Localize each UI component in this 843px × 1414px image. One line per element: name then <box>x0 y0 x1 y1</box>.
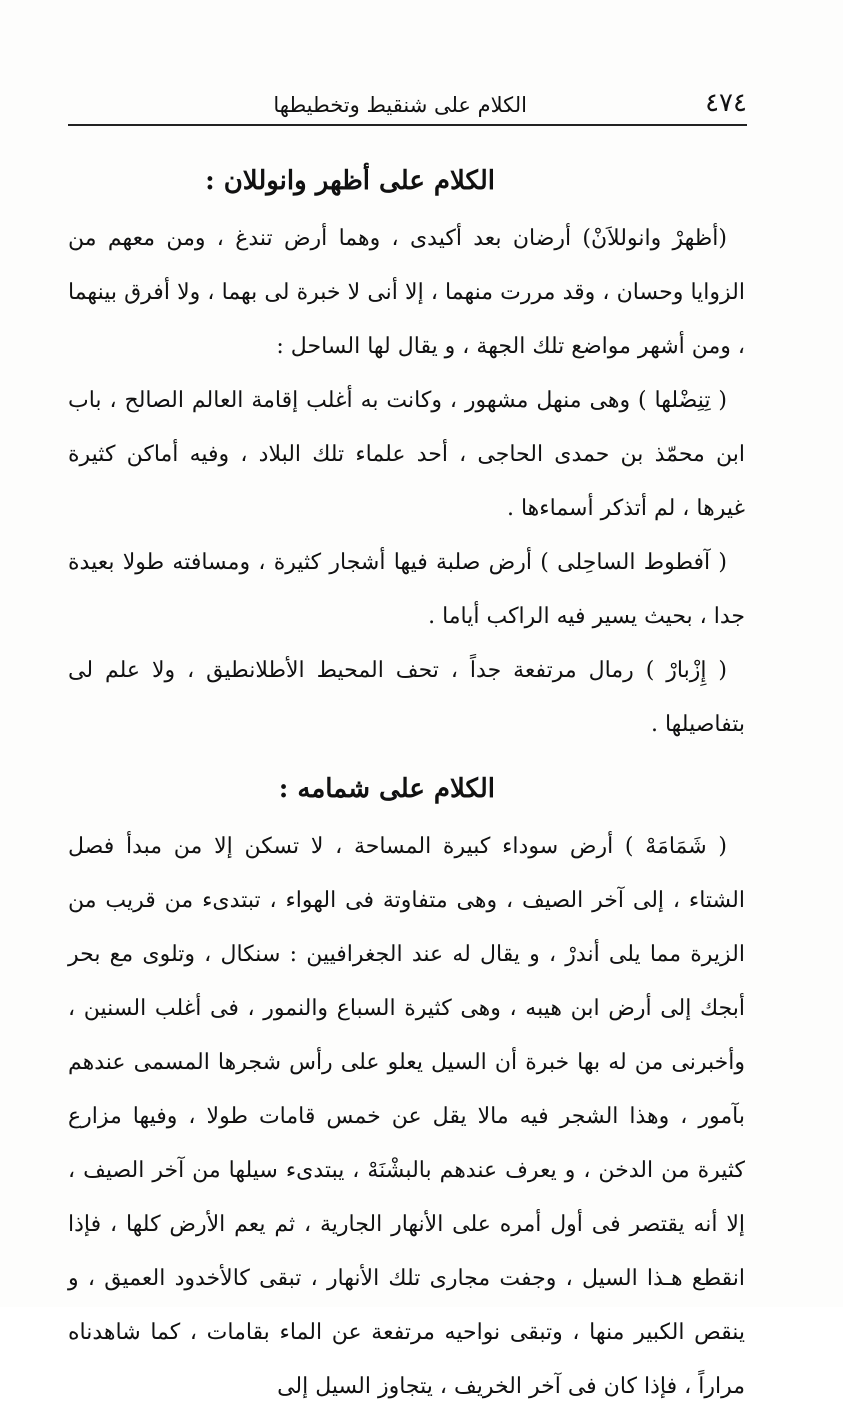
paragraph: ( إِزْبارْ ) رمال مرتفعة جداً ، تحف المحيط الأطلانطيق ، ولا علم لى بتفاصيلها . <box>68 658 745 737</box>
paragraph: ( تِنِضْلها ) وهى منهل مشهور ، وكانت به أغلب إقامة العالم الصالح ، باب ابن محمّذ بن حمدى الحاجى ، أحد علماء تلك البلاد ، وفيه أماكن كثيرة غيرها ، لم أتذكر أسماءها . <box>68 388 745 521</box>
paragraph: ( آفطوط الساحِلى ) أرض صلبة فيها أشجار كثيرة ، ومسافته طولا بعيدة جدا ، بحيث يسير فيه الراكب أياما . <box>68 550 745 629</box>
paragraph: ( شَمَامَهْ ) أرض سوداء كبيرة المساحة ، لا تسكن إلا من مبدأ فصل الشتاء ، إلى آخر الصيف ، وهى متفاوتة فى الهواء ، تبتدىء من قريب من الزيرة مما يلى أندرْ ، و يقال له عند الجغرافيين : سنكال ، وتلوى مع بحر أبجك إلى أرض ابن هيبه ، وهى كثيرة السباع والنمور ، فى أغلب السنين ، وأخبرنى من له بها خبرة أن السيل يعلو على رأس شجرها المسمى عندهم بآمور ، وهذا الشجر فيه مالا يقل عن خمس قامات طولا ، وفيها مزارع كثيرة من الدخن ، و يعرف عندهم بالبشْنَهْ ، يبتدىء سيلها من آخر الصيف ، إلا أنه يقتصر فى أول أمره على الأنهار الجارية ، ثم يعم الأرض كلها ، فإذا انقطع هـذا السيل ، وجفت مجارى تلك الأنهار ، تبقى كالأخدود العميق ، و ينقص الكبير منها ، وتبقى نواحيه مرتفعة عن الماء بقامات ، كما شاهدناه مراراً ، فإذا كان فى آخر الخريف ، يتجاوز السيل إلى <box>68 834 745 1399</box>
running-title: الكلام على شنقيط وتخطيطها <box>273 93 527 117</box>
paragraph: (أظهرْ وانوللاَنْ) أرضان بعد أكيدى ، وهما أرض تندغ ، ومن معهم من الزوايا وحسان ، وقد مررت منهما ، إلا أنى لا خبرة لى بهما ، ولا أفرق بينهما ، ومن أشهر مواضع تلك الجهة ، و يقال لها الساحل : <box>68 226 745 359</box>
section-heading: الكلام على أظهر وانوللان : <box>205 166 495 196</box>
header-rule <box>68 124 747 126</box>
page-body <box>68 150 745 1414</box>
section-adhar <box>68 150 745 752</box>
section-heading: الكلام على شمامه : <box>278 774 495 804</box>
page-header <box>68 86 747 124</box>
section-shamama <box>68 758 745 1414</box>
page-number: ٤٧٤ <box>705 88 747 118</box>
